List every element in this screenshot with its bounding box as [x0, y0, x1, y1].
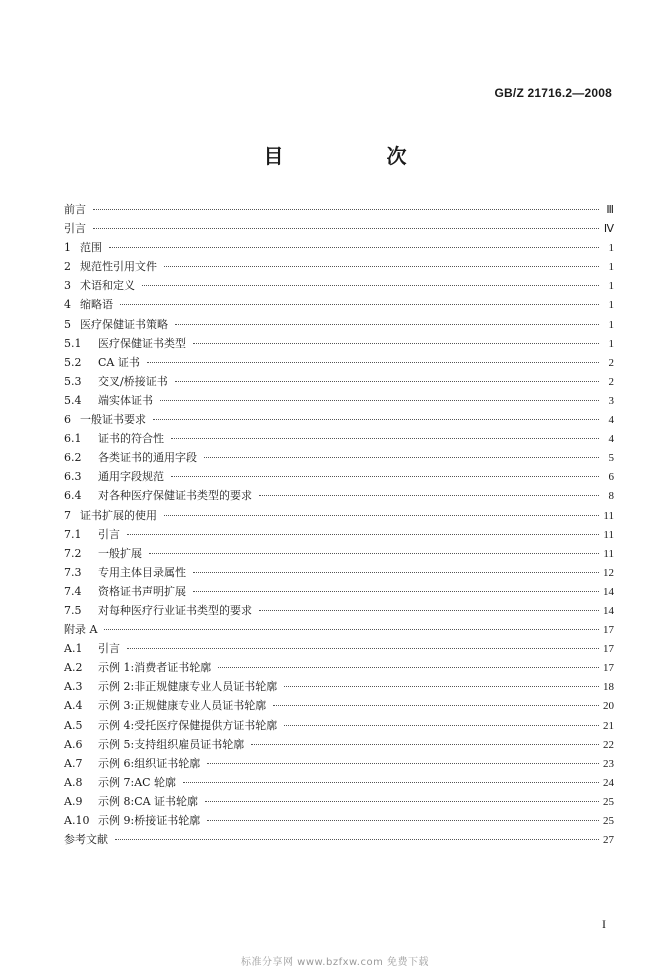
toc-entry[interactable]	[64, 601, 614, 620]
toc-entry-title: 附录 A	[64, 623, 98, 637]
toc-leader-dots	[273, 705, 599, 706]
toc-entry-page: 4	[608, 414, 614, 427]
page-title: 目 次	[263, 144, 455, 168]
toc-entry[interactable]	[64, 238, 614, 257]
toc-leader-dots	[218, 667, 599, 668]
toc-entry-title: 规范性引用文件	[80, 260, 157, 274]
toc-entry-number: 7.3	[64, 565, 82, 579]
toc-entry-number: 7.5	[64, 603, 82, 617]
toc-entry-number: A.6	[64, 737, 83, 751]
toc-leader-dots	[109, 247, 599, 248]
toc-entry-number: A.9	[64, 794, 83, 808]
toc-entry-title: 引言	[98, 527, 120, 541]
toc-entry[interactable]	[64, 792, 614, 811]
toc-entry[interactable]	[64, 315, 614, 334]
toc-entry-number: A.3	[64, 680, 83, 694]
toc-entry-title: 参考文献	[64, 833, 108, 847]
toc-entry-page: 22	[603, 738, 614, 751]
toc-entry[interactable]	[64, 334, 614, 353]
toc-entry-number: 5	[64, 317, 71, 331]
standard-number: GB/Z 21716.2—2008	[494, 86, 612, 100]
toc-entry-number: 4	[64, 298, 71, 312]
toc-entry[interactable]	[64, 219, 614, 238]
toc-leader-dots	[175, 324, 599, 325]
toc-entry-title: 证书的符合性	[98, 432, 164, 446]
table-of-contents	[64, 200, 614, 849]
toc-entry-page: 12	[603, 566, 614, 579]
toc-entry-number: 1	[64, 241, 71, 255]
toc-entry-title: 对各种医疗保健证书类型的要求	[98, 489, 252, 503]
toc-entry-number: A.5	[64, 718, 83, 732]
toc-entry[interactable]	[64, 658, 614, 677]
toc-entry-page: 1	[608, 261, 614, 274]
toc-entry-page: 20	[603, 700, 614, 713]
toc-entry-title: 各类证书的通用字段	[98, 451, 197, 465]
toc-entry-number: 6.3	[64, 470, 82, 484]
toc-entry[interactable]	[64, 754, 614, 773]
toc-entry-title: 示例 9:桥接证书轮廓	[98, 814, 201, 827]
toc-leader-dots	[115, 839, 599, 840]
toc-leader-dots	[147, 362, 599, 363]
toc-entry[interactable]	[64, 410, 614, 429]
toc-entry-title: 引言	[64, 222, 86, 236]
toc-entry-page: 23	[603, 757, 614, 770]
toc-leader-dots	[207, 820, 599, 821]
watermark-text: 标准分享网 www.bzfxw.com 免费下载	[241, 957, 429, 968]
toc-entry-number: 7.1	[64, 527, 82, 541]
toc-entry-number: 7.4	[64, 584, 82, 598]
toc-entry-number: 5.3	[64, 374, 82, 388]
toc-entry-number: A.2	[64, 661, 83, 675]
toc-entry-number: 6	[64, 413, 71, 427]
toc-entry-page: Ⅳ	[603, 223, 614, 236]
toc-leader-dots	[127, 534, 599, 535]
toc-entry-title: 交叉/桥接证书	[98, 374, 168, 388]
toc-entry-number: 6.1	[64, 432, 82, 446]
toc-entry-title: 医疗保健证书策略	[80, 317, 168, 331]
toc-entry-page: 8	[608, 490, 614, 503]
toc-entry-page: 25	[603, 815, 614, 827]
toc-leader-dots	[259, 610, 599, 611]
toc-entry-title: 证书扩展的使用	[80, 508, 157, 522]
toc-entry-page: 24	[603, 776, 614, 789]
toc-entry[interactable]	[64, 200, 614, 219]
toc-entry[interactable]	[64, 811, 614, 830]
toc-entry-page: 14	[603, 585, 614, 598]
toc-entry-page: 25	[603, 795, 614, 808]
toc-leader-dots	[160, 400, 599, 401]
toc-leader-dots	[251, 744, 599, 745]
toc-entry-page: 11	[603, 528, 614, 541]
toc-leader-dots	[193, 343, 599, 344]
toc-entry-page: 1	[608, 299, 614, 312]
toc-entry-title: 示例 2:非正规健康专业人员证书轮廓	[98, 680, 278, 694]
toc-entry[interactable]	[64, 696, 614, 715]
toc-entry-title: 通用字段规范	[98, 470, 164, 484]
toc-leader-dots	[93, 228, 599, 229]
toc-entry-title: 缩略语	[80, 298, 113, 312]
toc-entry-title: 端实体证书	[98, 393, 153, 407]
toc-entry-page: 5	[608, 452, 614, 465]
toc-entry-title: 示例 4:受托医疗保健提供方证书轮廓	[98, 718, 278, 732]
toc-entry-number: 6.4	[64, 489, 82, 503]
toc-entry[interactable]	[64, 620, 614, 639]
toc-entry-number: A.4	[64, 699, 83, 713]
toc-entry-number: A.1	[64, 642, 83, 656]
toc-entry[interactable]	[64, 257, 614, 276]
toc-leader-dots	[104, 629, 599, 630]
toc-entry-title: 专用主体目录属性	[98, 565, 186, 579]
toc-entry-page: 1	[608, 337, 614, 350]
toc-entry-title: 示例 3:正规健康专业人员证书轮廓	[98, 699, 267, 713]
toc-leader-dots	[193, 591, 599, 592]
page-folio: I	[602, 917, 606, 931]
toc-entry[interactable]	[64, 391, 614, 410]
toc-entry[interactable]	[64, 582, 614, 601]
toc-entry-title: 医疗保健证书类型	[98, 336, 186, 350]
toc-entry-page: Ⅲ	[606, 204, 614, 216]
toc-entry-page: 1	[608, 242, 614, 255]
toc-entry-title: 一般扩展	[98, 546, 142, 560]
toc-entry[interactable]	[64, 276, 614, 295]
toc-leader-dots	[164, 266, 599, 267]
toc-leader-dots	[149, 553, 599, 554]
toc-entry[interactable]	[64, 467, 614, 486]
toc-entry[interactable]	[64, 353, 614, 372]
toc-entry-page: 1	[608, 280, 614, 293]
toc-entry-title: 示例 5:支持组织雇员证书轮廓	[98, 737, 245, 751]
toc-leader-dots	[205, 801, 599, 802]
toc-entry-number: 2	[64, 260, 71, 274]
toc-entry[interactable]	[64, 716, 614, 735]
toc-entry-title: 示例 8:CA 证书轮廓	[98, 794, 199, 808]
toc-entry-title: 术语和定义	[80, 279, 135, 293]
toc-entry-page: 21	[603, 719, 614, 732]
toc-entry-number: 5.1	[64, 336, 82, 350]
toc-leader-dots	[207, 763, 599, 764]
toc-entry-page: 3	[608, 394, 614, 407]
toc-entry-title: 一般证书要求	[80, 413, 146, 427]
toc-entry-title: 示例 1:消费者证书轮廓	[98, 661, 212, 675]
toc-leader-dots	[204, 457, 599, 458]
toc-leader-dots	[164, 515, 599, 516]
toc-entry[interactable]	[64, 372, 614, 391]
toc-entry[interactable]	[64, 735, 614, 754]
toc-entry[interactable]	[64, 639, 614, 658]
toc-entry-number: 7	[64, 508, 71, 522]
toc-entry-page: 27	[603, 834, 614, 847]
toc-entry-page: 2	[608, 356, 614, 369]
toc-entry-page: 11	[603, 509, 614, 522]
toc-entry[interactable]	[64, 830, 614, 849]
toc-entry-title: 示例 7:AC 轮廓	[98, 775, 177, 789]
toc-entry[interactable]	[64, 295, 614, 314]
toc-leader-dots	[142, 285, 599, 286]
toc-entry-page: 2	[608, 375, 614, 388]
toc-leader-dots	[93, 209, 599, 210]
toc-entry-page: 4	[608, 433, 614, 446]
toc-entry-number: 7.2	[64, 546, 82, 560]
toc-leader-dots	[259, 495, 599, 496]
toc-entry-number: A.7	[64, 756, 83, 770]
toc-entry[interactable]	[64, 506, 614, 525]
toc-leader-dots	[120, 304, 599, 305]
toc-entry[interactable]	[64, 773, 614, 792]
toc-entry-title: 前言	[64, 203, 86, 216]
toc-entry[interactable]	[64, 429, 614, 448]
toc-entry-title: CA 证书	[98, 355, 140, 369]
toc-entry-number: 3	[64, 279, 71, 293]
toc-leader-dots	[153, 419, 599, 420]
toc-leader-dots	[183, 782, 599, 783]
toc-entry[interactable]	[64, 486, 614, 505]
toc-entry-number: 5.4	[64, 393, 82, 407]
toc-entry-number: 6.2	[64, 451, 82, 465]
toc-entry-page: 14	[603, 604, 614, 617]
toc-entry-title: 资格证书声明扩展	[98, 584, 186, 598]
toc-entry[interactable]	[64, 544, 614, 563]
toc-leader-dots	[284, 686, 599, 687]
toc-leader-dots	[193, 572, 599, 573]
toc-entry-title: 对每种医疗行业证书类型的要求	[98, 603, 252, 617]
toc-leader-dots	[175, 381, 599, 382]
toc-entry-page: 17	[603, 624, 614, 637]
toc-entry[interactable]	[64, 563, 614, 582]
toc-entry-page: 18	[603, 681, 614, 694]
toc-entry-page: 17	[603, 643, 614, 656]
toc-entry-title: 引言	[98, 642, 120, 656]
toc-entry-page: 11	[603, 547, 614, 560]
toc-entry-page: 17	[603, 662, 614, 675]
toc-entry-title: 范围	[80, 241, 102, 255]
toc-leader-dots	[284, 725, 599, 726]
toc-entry-page: 1	[608, 318, 614, 331]
toc-entry-page: 6	[608, 471, 614, 484]
toc-entry[interactable]	[64, 677, 614, 696]
toc-leader-dots	[171, 438, 599, 439]
toc-entry-number: A.8	[64, 775, 83, 789]
toc-entry-number: A.10	[64, 814, 90, 827]
toc-leader-dots	[171, 476, 599, 477]
toc-entry-title: 示例 6:组织证书轮廓	[98, 756, 201, 770]
toc-entry[interactable]	[64, 525, 614, 544]
toc-entry-number: 5.2	[64, 355, 82, 369]
toc-leader-dots	[127, 648, 599, 649]
toc-entry[interactable]	[64, 448, 614, 467]
